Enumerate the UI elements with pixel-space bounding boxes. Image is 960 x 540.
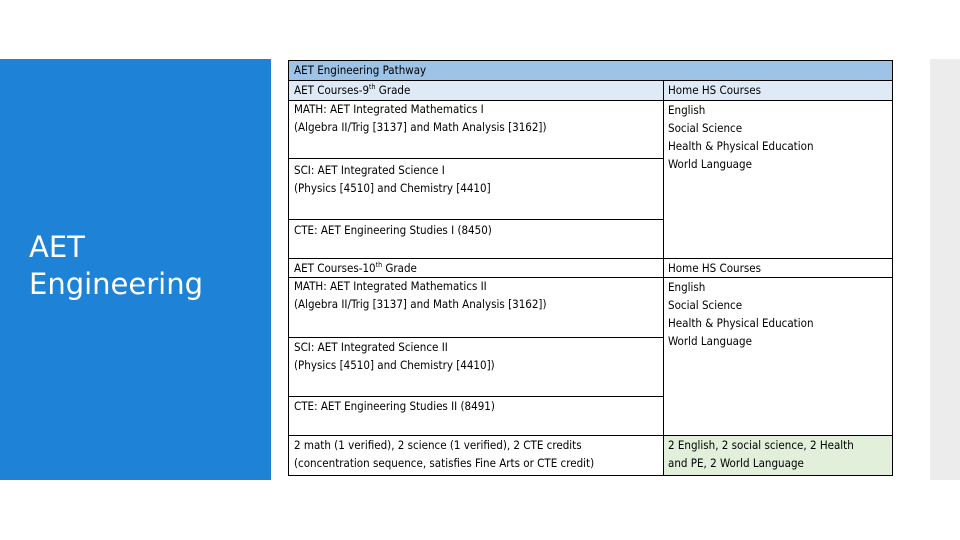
list-item: Social Science (668, 121, 743, 135)
grade10-heading (289, 259, 663, 278)
grade9-math-line1: MATH: AET Integrated Mathematics I (294, 102, 484, 116)
table-rule (288, 277, 663, 278)
table-rule (288, 158, 663, 159)
grade10-cte-label: CTE: AET Engineering Studies II (8491) (294, 399, 495, 413)
grade9-cte (289, 220, 663, 258)
grade9-math-line2: (Algebra II/Trig [3137] and Math Analysis [3162]) (294, 120, 547, 134)
table-border-right (892, 60, 893, 476)
list-item: Health & Physical Education (668, 139, 814, 153)
grade10-home-heading-label: Home HS Courses (668, 261, 761, 275)
side-title (29, 229, 259, 303)
grade9-home-list (663, 101, 892, 258)
table-rule (288, 100, 663, 101)
table-rule (663, 277, 893, 278)
grade10-home-heading (663, 259, 892, 278)
summary-right-line1: 2 English, 2 social science, 2 Health (668, 438, 854, 452)
grade9-science (289, 159, 663, 219)
grade10-sci-line1: SCI: AET Integrated Science II (294, 340, 448, 354)
grade10-sci-line2: (Physics [4510] and Chemistry [4410]) (294, 358, 495, 372)
summary-left-line1: 2 math (1 verified), 2 science (1 verified), 2 CTE credits (294, 438, 582, 452)
list-item: English (668, 280, 706, 294)
table-header (289, 61, 892, 80)
summary-left-line2: (concentration sequence, satisfies Fine Arts or CTE credit) (294, 456, 595, 470)
grade10-home-list (663, 278, 892, 435)
grade10-math-line1: MATH: AET Integrated Mathematics II (294, 279, 487, 293)
table-rule (288, 80, 893, 81)
summary-right (663, 436, 892, 475)
table-rule (288, 396, 663, 397)
table-header-label: AET Engineering Pathway (294, 63, 427, 77)
grade10-cte (289, 397, 663, 435)
table-border-left (288, 60, 289, 476)
list-item: Health & Physical Education (668, 316, 814, 330)
grade9-sci-line2: (Physics [4510] and Chemistry [4410] (294, 181, 491, 195)
side-title-line2: Engineering (29, 267, 203, 301)
grade9-heading-label: AET Courses-9th Grade (294, 83, 411, 97)
grade10-heading-label: AET Courses-10th Grade (294, 261, 417, 275)
summary-right-line2: and PE, 2 World Language (668, 456, 804, 470)
list-item: English (668, 103, 706, 117)
grade10-math (289, 277, 663, 337)
grade10-math-line2: (Algebra II/Trig [3137] and Math Analysis [3162]) (294, 297, 547, 311)
right-strip (930, 59, 960, 480)
list-item: World Language (668, 157, 752, 171)
grade9-sci-line1: SCI: AET Integrated Science I (294, 163, 445, 177)
list-item: Social Science (668, 298, 743, 312)
table-divider-vertical (663, 80, 664, 476)
table-rule (663, 100, 893, 101)
grade9-home-heading (663, 81, 892, 100)
grade9-home-heading-label: Home HS Courses (668, 83, 761, 97)
grade9-cte-label: CTE: AET Engineering Studies I (8450) (294, 223, 492, 237)
grade9-heading (289, 81, 663, 100)
table-rule (288, 219, 663, 220)
summary-left (289, 436, 663, 475)
table-border-bottom (288, 475, 893, 476)
list-item: World Language (668, 334, 752, 348)
table-rule (288, 337, 663, 338)
table-rule (288, 435, 893, 436)
table-rule (288, 258, 893, 259)
grade10-science (289, 337, 663, 397)
grade9-math (289, 100, 663, 158)
side-title-line1: AET (29, 230, 85, 264)
table-border-top (288, 60, 893, 61)
